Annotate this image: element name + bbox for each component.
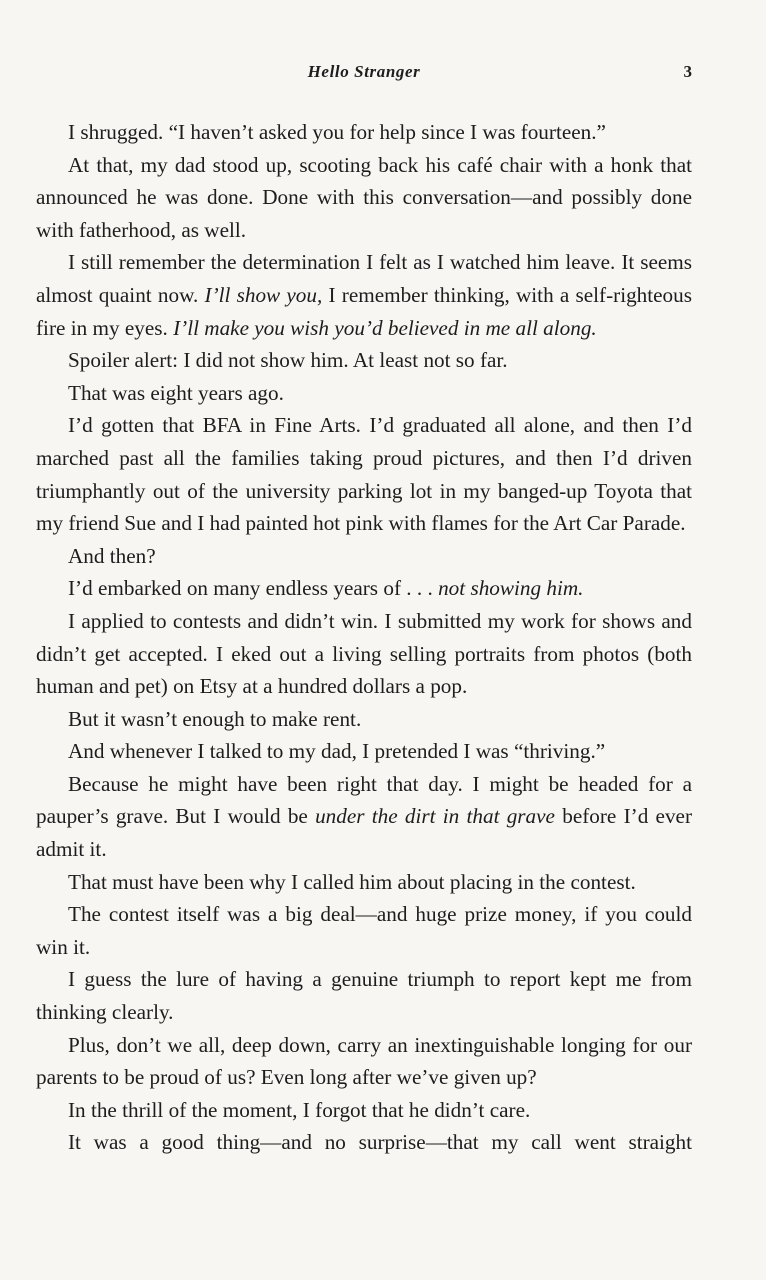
paragraph: But it wasn’t enough to make rent. xyxy=(68,706,362,731)
italic-emphasis: I’ll make you wish you’d believed in me all along. xyxy=(173,315,597,340)
italic-emphasis: I’ll show you, xyxy=(204,282,323,307)
paragraph: That must have been why I called him about placing in the contest. xyxy=(68,869,636,894)
paragraph: At that, my dad stood up, scooting back his café chair with a honk that announced he was done. Done with this conversation—and possibly done with fatherhood, as well. xyxy=(36,152,692,242)
running-head xyxy=(36,60,692,88)
paragraph: I’d gotten that BFA in Fine Arts. I’d graduated all alone, and then I’d marched past all the families taking proud pictures, and then I’d driven triumphantly out of the university parking lot in my banged-up Toyota that my friend Sue and I had painted hot pink with flames for the Art Car Parade. xyxy=(36,413,692,536)
paragraph: I applied to contests and didn’t win. I submitted my work for shows and didn’t get accepted. I eked out a living selling portraits from photos (both human and pet) on Etsy at a hundred dollars a pop. xyxy=(36,608,692,699)
paragraph: I guess the lure of having a genuine triumph to report kept me from thinking clearly. xyxy=(36,967,692,1025)
paragraph: I’d embarked on many endless years of . . . not showing him. xyxy=(68,576,584,601)
paragraph: And whenever I talked to my dad, I pretended I was “thriving.” xyxy=(68,739,606,764)
paragraph: Because he might have been right that day. I might be headed for a pauper’s grave. But I would be under the dirt in that grave before I’d ever admit it. xyxy=(36,771,693,862)
paragraph: It was a good thing—and no surprise—that my call went straight xyxy=(68,1130,692,1155)
page-number: 3 xyxy=(683,62,692,81)
paragraph: I still remember the determination I felt as I watched him leave. It seems almost quaint now. I’ll show you, I remember thinking, with a self-righteous fire in my eyes. I’ll make you wish you’d believed in me all along. xyxy=(36,250,692,340)
running-head-title: Hello Stranger xyxy=(307,62,421,81)
body-text xyxy=(36,116,692,1159)
paragraph: That was eight years ago. xyxy=(68,380,284,405)
paragraph: And then? xyxy=(68,543,156,568)
paragraph: I shrugged. “I haven’t asked you for help since I was fourteen.” xyxy=(68,120,606,144)
paragraph: Plus, don’t we all, deep down, carry an inextinguishable longing for our parents to be proud of us? Even long after we’ve given up? xyxy=(36,1032,692,1090)
italic-emphasis: not showing him. xyxy=(438,576,584,601)
paragraph: Spoiler alert: I did not show him. At least not so far. xyxy=(68,348,508,373)
italic-emphasis: under the dirt in that grave xyxy=(315,804,555,829)
paragraph: The contest itself was a big deal—and huge prize money, if you could win it. xyxy=(36,902,692,959)
paragraph: In the thrill of the moment, I forgot that he didn’t care. xyxy=(68,1097,531,1122)
